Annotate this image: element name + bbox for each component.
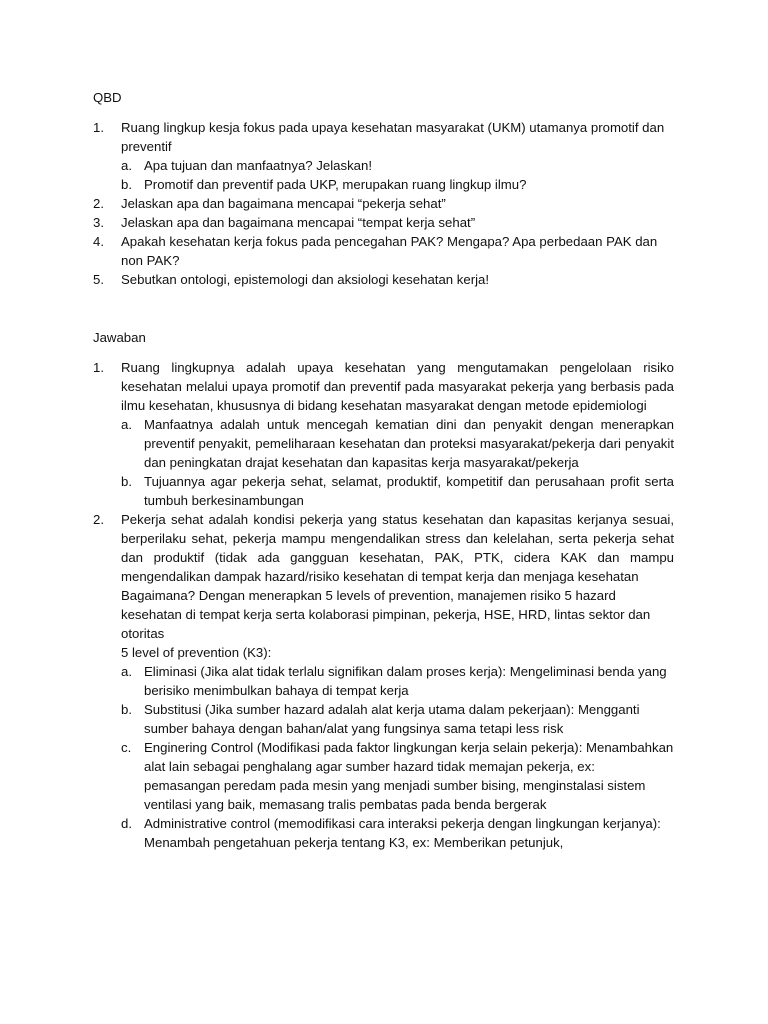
question-number: 5. xyxy=(93,272,104,287)
prevention-level-letter: b. xyxy=(121,702,132,717)
question-text: Jelaskan apa dan bagaimana mencapai “pekerja sehat” xyxy=(121,196,446,211)
question-sub-letter: b. xyxy=(121,177,132,192)
question-sub-item xyxy=(121,175,674,194)
prevention-level-list xyxy=(121,662,674,852)
qbd-heading: QBD xyxy=(93,90,122,105)
question-text: Jelaskan apa dan bagaimana mencapai “tempat kerja sehat” xyxy=(121,215,476,230)
prevention-level-item xyxy=(121,662,674,700)
question-item xyxy=(93,270,674,289)
answer-sub-item xyxy=(121,415,674,472)
answer-sub-letter: a. xyxy=(121,417,132,432)
levels-title: 5 level of prevention (K3): xyxy=(121,645,272,660)
answer-sub-text: Manfaatnya adalah untuk mencegah kematian dini dan penyakit dengan menerapkan preventif penyakit, pemeliharaan kesehatan dan proteksi masyarakat/pekerja dari penyakit dan peningkatan drajat kesehatan dan kapasitas kerja masyarakat/pekerja xyxy=(144,417,674,470)
answer-text: Ruang lingkupnya adalah upaya kesehatan yang mengutamakan pengelolaan risiko kesehatan melalui upaya promotif dan preventif pada masyarakat pekerja yang berbasis pada ilmu kesehatan, khususnya di bidang kesehatan masyarakat dengan metode epidemiologi xyxy=(121,360,674,413)
question-item xyxy=(93,194,674,213)
answer-item xyxy=(93,358,674,510)
answer-item xyxy=(93,510,674,852)
prevention-level-text: Administrative control (memodifikasi cara interaksi pekerja dengan lingkungan kerjanya): Menambah pengetahuan pekerja tentang K3, ex: Memberikan petunjuk, xyxy=(144,816,661,850)
prevention-level-letter: d. xyxy=(121,816,132,831)
question-sub-letter: a. xyxy=(121,158,132,173)
question-number: 3. xyxy=(93,215,104,230)
answer-how-text: Bagaimana? Dengan menerapkan 5 levels of prevention, manajemen risiko 5 hazard kesehatan di tempat kerja serta kolaborasi pimpinan, pekerja, HSE, HRD, lintas sektor dan otoritas xyxy=(121,588,651,641)
question-item xyxy=(93,232,674,270)
question-list xyxy=(93,118,674,289)
question-sub-item xyxy=(121,156,674,175)
prevention-level-item xyxy=(121,738,674,814)
question-text: Sebutkan ontologi, epistemologi dan aksiologi kesehatan kerja! xyxy=(121,272,490,287)
answer-number: 1. xyxy=(93,360,104,375)
question-item xyxy=(93,213,674,232)
question-number: 1. xyxy=(93,120,104,135)
question-sub-text: Apa tujuan dan manfaatnya? Jelaskan! xyxy=(144,158,373,173)
question-number: 4. xyxy=(93,234,104,249)
prevention-level-letter: c. xyxy=(121,740,132,755)
prevention-level-letter: a. xyxy=(121,664,132,679)
answer-text: Pekerja sehat adalah kondisi pekerja yang status kesehatan dan kapasitas kerjanya sesuai, berperilaku sehat, pekerja mampu mengendalikan stress dan kelelahan, serta pekerja sehat dan produktif (tidak ada gangguan kesehatan, PAK, PTK, cidera KAK dan mampu mengendalikan dampak hazard/risiko kesehatan di tempat kerja dan menjaga kesehatan xyxy=(121,512,674,584)
question-sub-list xyxy=(121,156,674,194)
prevention-level-text: Enginering Control (Modifikasi pada faktor lingkungan kerja selain pekerja): Menambahkan alat lain sebagai penghalang agar sumber hazard tidak memajan pekerja, ex: pemasangan peredam pada mesin yang menjadi sumber bising, menginstalasi sistem ventilasi yang baik, memasang tralis pembatas pada benda bergerak xyxy=(144,740,674,812)
answer-number: 2. xyxy=(93,512,104,527)
answer-sub-letter: b. xyxy=(121,474,132,489)
question-number: 2. xyxy=(93,196,104,211)
answer-sub-text: Tujuannya agar pekerja sehat, selamat, produktif, kompetitif dan perusahaan profit serta tumbuh berkesinambungan xyxy=(144,474,674,508)
prevention-level-item xyxy=(121,700,674,738)
question-text: Apakah kesehatan kerja fokus pada pencegahan PAK? Mengapa? Apa perbedaan PAK dan non PAK? xyxy=(121,234,658,268)
jawaban-heading: Jawaban xyxy=(93,330,146,345)
answer-sub-list xyxy=(121,415,674,510)
answer-list xyxy=(93,358,674,852)
prevention-level-text: Eliminasi (Jika alat tidak terlalu signifikan dalam proses kerja): Mengeliminasi benda yang berisiko menimbulkan bahaya di tempat kerja xyxy=(144,664,667,698)
prevention-level-item xyxy=(121,814,674,852)
prevention-level-text: Substitusi (Jika sumber hazard adalah alat kerja utama dalam pekerjaan): Mengganti sumber bahaya dengan bahan/alat yang fungsinya sama tetapi less risk xyxy=(144,702,640,736)
question-item xyxy=(93,118,674,194)
question-sub-text: Promotif dan preventif pada UKP, merupakan ruang lingkup ilmu? xyxy=(144,177,527,192)
answer-sub-item xyxy=(121,472,674,510)
question-text: Ruang lingkup kesja fokus pada upaya kesehatan masyarakat (UKM) utamanya promotif dan preventif xyxy=(121,120,665,154)
